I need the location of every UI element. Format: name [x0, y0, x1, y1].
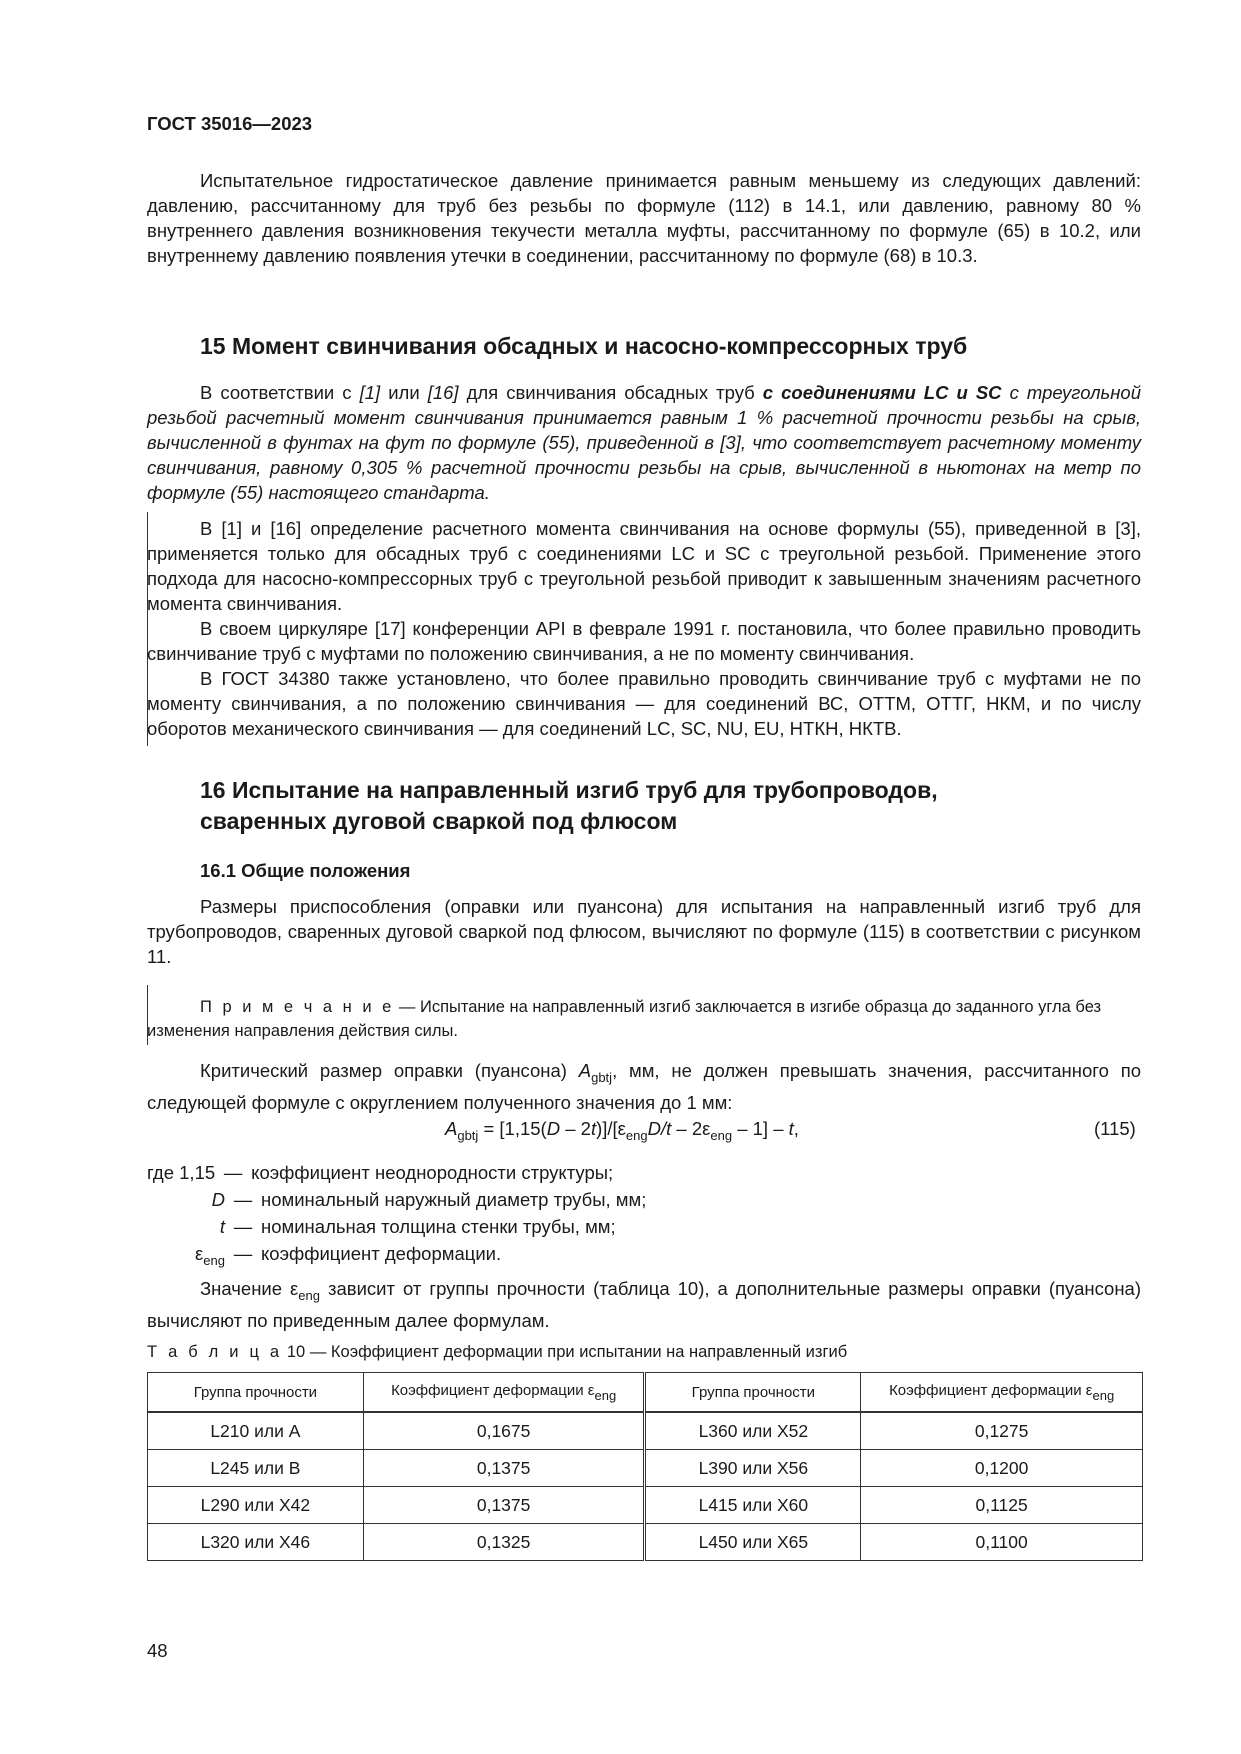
table-10: [147, 1372, 1143, 1561]
table-10-caption: [147, 1343, 847, 1362]
cell-coef: 0,1375: [363, 1450, 645, 1487]
intro-paragraph-block: [147, 168, 1141, 268]
subsection-16-1-title: 16.1 Общие положения: [200, 860, 411, 881]
subscript-gbtj: gbtj: [591, 1070, 613, 1085]
formula-text: /: [660, 1118, 667, 1139]
reference-1: [1]: [359, 382, 381, 403]
emphasis-connections: с соединениями LC и SC: [762, 382, 1002, 403]
italic-text-run: с треугольной резьбой расчетный момент свинчивания принимается равным 1 % расчетной прочности резьбы на срыв, вычисленной в фунтах на фут по формуле (55), приведенной в [3], что соответствует расчетному моменту свинчивания, равному 0,305 % расчетной прочности резьбы на срыв, вычисленной в ньютонах на метр по формуле (55) настоящего стандарта.: [147, 382, 1141, 503]
formula-text: – 2: [560, 1118, 591, 1139]
cell-coef: 0,1325: [363, 1524, 645, 1561]
section-15-paragraph-block: [147, 380, 1141, 505]
formula-number: (115): [1094, 1118, 1136, 1139]
formula-115: [445, 1118, 799, 1143]
where-symbol: D: [211, 1189, 225, 1210]
intro-paragraph: Испытательное гидростатическое давление принимается равным меньшему из следующих давлений: давлению, рассчитанному для труб без резьбы по формуле (112) в 14.1, или давлению, равному 80 % внутреннего давления возникновения текучести металла муфты, рассчитанному по формуле (65) в 10.2, или внутреннему давлению появления утечки в соединении, рассчитанному по формуле (68) в 10.3.: [147, 170, 1141, 266]
cell-coef: 0,1675: [363, 1412, 645, 1450]
section-15-title: 15 Момент свинчивания обсадных и насосно-компрессорных труб: [200, 333, 968, 359]
table-caption-label: Т а б л и ц а: [147, 1343, 283, 1361]
table-row: [148, 1524, 1143, 1561]
cell-group: L290 или Х42: [148, 1487, 364, 1524]
section-16-paragraph-1: Размеры приспособления (оправки или пуансона) для испытания на направленный изгиб труб для трубопроводов, сваренных дуговой сваркой под флюсом, вычисляют по формуле (115) в соответствии с рисунком 11.: [147, 896, 1141, 967]
critical-size-paragraph-block: [147, 1058, 1141, 1115]
formula-subscript: gbtj: [457, 1128, 479, 1143]
where-dash: —: [233, 1216, 253, 1237]
where-definition: номинальный наружный диаметр трубы, мм;: [261, 1189, 647, 1210]
text-run: Критический размер оправки (пуансона): [200, 1060, 579, 1081]
where-line-3: [147, 1216, 616, 1238]
where-subscript: eng: [203, 1253, 225, 1268]
note-text-continuation: изменения направления действия силы.: [147, 1022, 458, 1040]
where-symbol-epsilon: ε: [195, 1243, 204, 1264]
text-run: для свинчивания обсадных труб: [458, 382, 763, 403]
where-dash: —: [233, 1243, 253, 1264]
text-run: В соответствии с: [200, 382, 360, 403]
cell-group: L320 или Х46: [148, 1524, 364, 1561]
table-row: [148, 1487, 1143, 1524]
formula-subscript: eng: [625, 1128, 648, 1143]
formula-text: = [1,15(: [478, 1118, 547, 1139]
note-text: — Испытание на направленный изгиб заключается в изгибе образца до заданного угла без: [394, 998, 1102, 1016]
where-symbol: [147, 1243, 225, 1268]
note-block: [147, 995, 1141, 1043]
where-definition: коэффициент неоднородности структуры;: [251, 1162, 614, 1183]
note-label: П р и м е ч а н и е: [200, 998, 395, 1016]
section-16-title: [200, 775, 938, 837]
where-definition: коэффициент деформации.: [261, 1243, 502, 1264]
header-coef-subscript: eng: [1092, 1387, 1115, 1403]
formula-symbol: t: [590, 1118, 597, 1139]
cell-group: L450 или Х65: [645, 1524, 861, 1561]
cell-coef: 0,1375: [363, 1487, 645, 1524]
formula-symbol: A: [445, 1118, 458, 1139]
reference-16: [16]: [427, 382, 459, 403]
section-16-title-line-1: 16 Испытание на направленный изгиб труб для трубопроводов,: [200, 777, 938, 803]
section-16-title-line-2: сваренных дуговой сваркой под флюсом: [200, 808, 678, 834]
formula-symbol: D: [546, 1118, 561, 1139]
formula-text: – 2ε: [671, 1118, 711, 1139]
where-definition: номинальная толщина стенки трубы, мм;: [261, 1216, 616, 1237]
cell-group: L360 или Х52: [645, 1412, 861, 1450]
comment-paragraph-1: В [1] и [16] определение расчетного момента свинчивания на основе формулы (55), приведенной в [3], применяется только для обсадных труб с соединениями LC и SC с треугольной резьбой. Применение этого подхода для насосно-компрессорных труб с треугольной резьбой приводит к завышенным значениям расчетного момента свинчивания.: [147, 518, 1141, 614]
eng-value-paragraph: [147, 1276, 1141, 1333]
comment-paragraph-2: В своем циркуляре [17] конференции API в феврале 1991 г. постановила, что более правильно проводить свинчивание труб с муфтами по положению свинчивания, а не по моменту свинчивания.: [147, 618, 1141, 664]
formula-subscript: eng: [710, 1128, 733, 1143]
subscript-eng: eng: [298, 1288, 320, 1303]
page-number: 48: [147, 1640, 168, 1661]
formula-symbol: t: [788, 1118, 794, 1139]
header-coef-right: [861, 1373, 1143, 1413]
header-coef-text: Коэффициент деформации ε: [391, 1381, 595, 1399]
cell-group: L210 или А: [148, 1412, 364, 1450]
text-run: зависит от группы прочности (таблица 10), а дополнительные размеры оправки (пуансона) вычисляют по приведенным далее формулам.: [147, 1278, 1141, 1331]
header-group-left: Группа прочности: [148, 1373, 364, 1413]
formula-text: ,: [793, 1118, 799, 1139]
table-row: [148, 1412, 1143, 1450]
text-run: , мм, не должен превышать значения, рассчитанного по следующей формуле с округлением полученного значения до 1 мм:: [147, 1060, 1141, 1113]
where-dash: —: [233, 1189, 253, 1210]
cell-coef: 0,1200: [861, 1450, 1143, 1487]
section-16-paragraph-block: [147, 894, 1141, 969]
critical-size-paragraph: [147, 1058, 1141, 1115]
eng-value-paragraph-block: [147, 1276, 1141, 1333]
cell-coef: 0,1125: [861, 1487, 1143, 1524]
section-15-paragraph: [147, 380, 1141, 505]
cell-coef: 0,1275: [861, 1412, 1143, 1450]
cell-group: L415 или Х60: [645, 1487, 861, 1524]
formula-text: – 1] –: [732, 1118, 789, 1139]
where-symbol: t: [219, 1216, 225, 1237]
formula-symbol: t: [666, 1118, 672, 1139]
where-line-1: [147, 1162, 613, 1184]
text-run: или: [380, 382, 428, 403]
document-code-header: ГОСТ 35016—2023: [147, 113, 313, 134]
header-coef-subscript: eng: [594, 1387, 617, 1403]
header-coef-left: [363, 1373, 645, 1413]
symbol-a: A: [578, 1060, 592, 1081]
comment-paragraph-3: В ГОСТ 34380 также установлено, что более правильно проводить свинчивание труб с муфтами не по моменту свинчивания, а по положению свинчивания — для соединений ВС, ОТТМ, ОТТГ, НКМ, и по числу оборотов механического свинчивания — для соединений LC, SC, NU, EU, НТКН, НКТВ.: [147, 668, 1141, 739]
cell-coef: 0,1100: [861, 1524, 1143, 1561]
header-coef-text: Коэффициент деформации ε: [889, 1381, 1093, 1399]
cell-group: L390 или Х56: [645, 1450, 861, 1487]
where-line-4: [147, 1243, 501, 1268]
where-dash: —: [223, 1162, 243, 1183]
table-row: [148, 1450, 1143, 1487]
formula-symbol: D: [647, 1118, 661, 1139]
formula-text: )]/[ε: [596, 1118, 626, 1139]
cell-group: L245 или В: [148, 1450, 364, 1487]
table-caption-text: 10 — Коэффициент деформации при испытании на направленный изгиб: [282, 1343, 848, 1361]
text-run: Значение ε: [200, 1278, 299, 1299]
table-header-row: [148, 1373, 1143, 1413]
where-line-2: [147, 1189, 646, 1211]
where-lead: где 1,15: [147, 1162, 216, 1183]
header-group-right: Группа прочности: [645, 1373, 861, 1413]
comment-block: [147, 516, 1141, 741]
